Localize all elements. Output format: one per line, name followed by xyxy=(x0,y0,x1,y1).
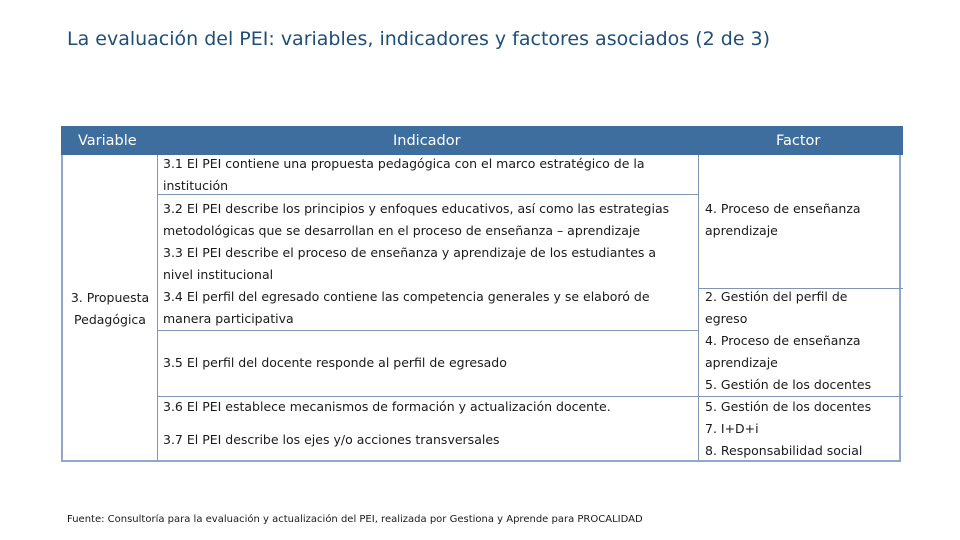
indicator-3-3-line2: nivel institucional xyxy=(163,267,274,282)
factor-1-line1: 4. Proceso de enseñanza xyxy=(705,201,861,216)
table-header xyxy=(61,126,903,155)
factor-2-line1: 2. Gestión del perfil de xyxy=(705,289,848,304)
factor-2-line3: 4. Proceso de enseñanza xyxy=(705,333,861,348)
indicator-3-1-line1: 3.1 El PEI contiene una propuesta pedagógica con el marco estratégico de la xyxy=(163,156,645,171)
indicator-3-4-line2: manera participativa xyxy=(163,311,294,326)
column-divider xyxy=(698,155,699,460)
header-indicator: Indicador xyxy=(393,133,461,149)
variable-label-line1: 3. Propuesta xyxy=(70,290,150,305)
factor-3: 5. Gestión de los docentes xyxy=(705,399,872,414)
row-divider xyxy=(157,330,698,331)
indicator-3-4-line1: 3.4 El perfil del egresado contiene las competencia generales y se elaboró de xyxy=(163,289,650,304)
indicator-3-7: 3.7 El PEI describe los ejes y/o acciones transversales xyxy=(163,432,500,447)
slide-title: La evaluación del PEI: variables, indicadores y factores asociados (2 de 3) xyxy=(67,28,771,50)
factor-4-line1: 7. I+D+i xyxy=(705,421,759,436)
row-divider xyxy=(157,194,698,195)
factor-4-line2: 8. Responsabilidad social xyxy=(705,443,863,458)
column-divider xyxy=(157,155,158,460)
indicator-3-2-line2: metodológicas que se desarrollan en el proceso de enseñanza – aprendizaje xyxy=(163,223,641,238)
factor-1-line2: aprendizaje xyxy=(705,223,778,238)
factor-2-line4: aprendizaje xyxy=(705,355,778,370)
source-label: Fuente: xyxy=(67,514,105,525)
source-footnote xyxy=(67,514,643,525)
indicator-3-3-line1: 3.3 El PEI describe el proceso de enseñanza y aprendizaje de los estudiantes a xyxy=(163,245,657,260)
source-text: Consultoría para la evaluación y actualización del PEI, realizada por Gestiona y Aprende para PROCALIDAD xyxy=(104,514,643,525)
factor-2-line5: 5. Gestión de los docentes xyxy=(705,377,872,392)
indicator-3-2-line1: 3.2 El PEI describe los principios y enfoques educativos, así como las estrategias xyxy=(163,201,670,216)
indicators-table xyxy=(61,126,901,462)
indicator-3-5: 3.5 El perfil del docente responde al perfil de egresado xyxy=(163,355,507,370)
indicator-3-6: 3.6 El PEI establece mecanismos de formación y actualización docente. xyxy=(163,399,611,414)
indicator-3-1-line2: institución xyxy=(163,178,229,193)
header-factor: Factor xyxy=(776,133,821,149)
variable-label-line2: Pedagógica xyxy=(74,312,146,327)
header-variable: Variable xyxy=(78,133,137,149)
factor-2-line2: egreso xyxy=(705,311,748,326)
